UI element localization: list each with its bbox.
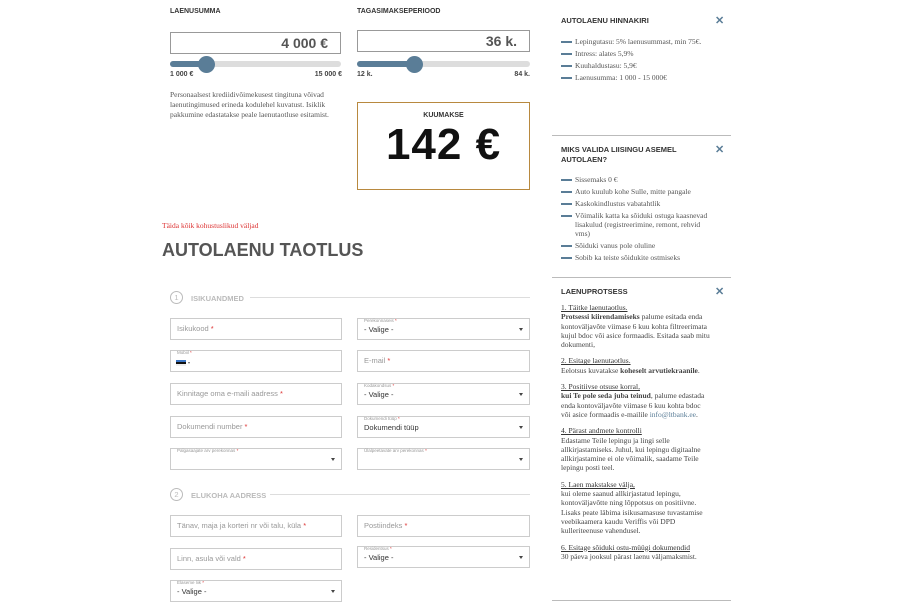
process-step-4	[561, 426, 711, 472]
section-2-number: 2	[170, 488, 183, 501]
step-bold: Protsessi kiirendamiseks	[561, 312, 640, 322]
elukoht-liik-label: Elaseme liik *	[177, 580, 205, 585]
ylalpeetavate-arv-label: Ülalpeetavate arv perekonnas *	[364, 448, 427, 453]
chevron-down-icon	[519, 426, 523, 429]
email-confirm-input[interactable]	[170, 383, 342, 405]
step-heading: 4. Pärast andmete kontrolli	[561, 426, 642, 436]
list-item: Kaskokindlustus vabatahtlik	[561, 199, 711, 208]
why-list	[561, 175, 711, 262]
loan-amount-max: 15 000 €	[314, 71, 342, 78]
process-step-6	[561, 543, 711, 562]
chevron-down-icon	[519, 458, 523, 461]
process-title: LAENUPROTSESS	[561, 287, 628, 296]
why-title: MIKS VALIDA LIISINGU ASEMEL AUTOLAEN?	[561, 145, 677, 164]
perekonnaseis-value: - Valige -	[364, 325, 394, 334]
list-item: Sobib ka teiste sõidukite ostmiseks	[561, 253, 711, 262]
period-input[interactable]: 36 k.	[357, 30, 530, 52]
list-item: Sissemaks 0 €	[561, 175, 711, 184]
process-steps	[561, 303, 711, 561]
close-icon[interactable]: ✕	[715, 144, 725, 156]
kodakondsus-label: Kodakondsus *	[364, 383, 395, 388]
close-icon[interactable]: ✕	[715, 286, 725, 298]
required-marker: *	[210, 324, 214, 333]
step-text: .	[697, 365, 700, 375]
step-heading: 3. Positiivse otsuse korral,	[561, 382, 640, 392]
list-item: Laenusumma: 1 000 - 15 000€	[561, 73, 711, 82]
elukoht-liik-select[interactable]	[170, 580, 342, 602]
step-text: , palume edastada enda kontoväljavõte viimase 6 kuu kohta bdoc või asice formaadis e-mailile	[561, 391, 705, 419]
period-slider-knob[interactable]	[406, 56, 423, 73]
list-item: Lepingutasu: 5% laenusummast, min 75€.	[561, 37, 711, 46]
close-icon[interactable]: ✕	[715, 15, 725, 27]
process-step-2	[561, 356, 711, 375]
required-marker: *	[404, 521, 408, 530]
calculator-disclaimer: Personaalsest krediidivõimekusest tingituna võivad laenutingimused erineda kodulehel kuvatust. Isiklik pakkumine edastatakse peale laenutaotluse esitamist.	[170, 90, 329, 119]
required-marker: *	[279, 389, 283, 398]
section-1-title: ISIKUANDMED	[191, 294, 244, 303]
step-bold: koheselt arvutiekraanile	[620, 365, 698, 375]
linn-placeholder: Linn, asula või vald	[177, 554, 241, 563]
loan-amount-label: LAENUSUMMA	[170, 8, 221, 15]
elukoht-liik-value: - Valige -	[177, 587, 207, 596]
list-item: Intress: alates 5,9%	[561, 49, 711, 58]
monthly-payment-value: 142 €	[385, 120, 502, 169]
period-max: 84 k.	[514, 71, 530, 78]
chevron-down-icon	[519, 393, 523, 396]
loan-amount-min: 1 000 €	[170, 71, 194, 78]
step-text: palume esitada enda kontoväljavõte viimase 6 kuu kohta filtreerimata kujul bdoc või asice formaadis. Esitada saab mitu dokumenti,	[561, 312, 710, 350]
email-placeholder: E-mail	[364, 356, 386, 365]
email-input[interactable]	[357, 350, 530, 372]
form-error-message: Täida kõik kohustuslikud väljad	[162, 221, 259, 230]
list-item: Kuuhaldustasu: 5,9€	[561, 61, 711, 70]
step-text: .	[696, 409, 698, 419]
section-2-title: ELUKOHA AADRESS	[191, 491, 267, 500]
mobiil-label: Mobiil *	[177, 350, 192, 355]
period-min: 12 k.	[357, 71, 373, 78]
dokumendi-number-input[interactable]	[170, 416, 342, 438]
email-confirm-placeholder: Kinnitage oma e-maili aadress	[177, 389, 278, 398]
process-step-1	[561, 303, 711, 349]
pricelist-title: AUTOLAENU HINNAKIRI	[561, 16, 649, 25]
step-text: Eelotsus kuvatakse	[561, 365, 621, 375]
dokumendi-tyyp-select[interactable]	[357, 416, 530, 438]
sidebar-divider	[552, 600, 731, 601]
step-heading: 1. Täitke laenutaotlus.	[561, 303, 628, 312]
sidebar-divider	[552, 277, 731, 278]
isikukood-input[interactable]	[170, 318, 342, 340]
chevron-down-icon	[519, 556, 523, 559]
section-2-divider	[270, 494, 530, 495]
monthly-payment-box	[357, 102, 530, 190]
pricelist-list	[561, 37, 711, 82]
linn-input[interactable]	[170, 548, 342, 570]
required-marker: *	[244, 422, 248, 431]
step-text: kui oleme saanud allkirjastatud lepingu, kontoväljavõtte ning lõppotsus on positiivne. Lisaks peate läbima isikusamasuse tuvastamise veebikaamera kaudu Veriffis või DPD kulleriteenuse vahendusel.	[561, 489, 703, 536]
step-bold: kui Te pole seda juba teinud	[561, 391, 651, 401]
postiindeks-input[interactable]	[357, 515, 530, 537]
estonia-flag-icon[interactable]	[176, 360, 186, 366]
aadress-placeholder: Tänav, maja ja korteri nr või talu, küla	[177, 521, 302, 530]
step-text: 30 päeva jooksul pärast laenu väljamaksmist.	[561, 551, 697, 561]
perekonnaseis-label: Perekonnaseis *	[364, 318, 397, 323]
list-item: Sõiduki vanus pole oluline	[561, 241, 711, 250]
list-item: Võimalik katta ka sõiduki ostuga kaasnevad lisakulud (registreerimine, remont, rehvid vms)	[561, 211, 711, 238]
section-1-number: 1	[170, 291, 183, 304]
monthly-payment-label: KUUMAKSE	[423, 112, 464, 119]
step-text: Edastame Teile lepingu ja lingi selle allkirjastamiseks. Juhul, kui lepingu digitaalne allkirjastamine ei ole võimalik, saadame Teile lepingu posti teel.	[561, 435, 701, 473]
postiindeks-placeholder: Postiindeks	[364, 521, 403, 530]
required-marker: *	[303, 521, 307, 530]
residentsus-value: - Valige -	[364, 553, 394, 562]
email-link[interactable]: info@ltbank.ee	[649, 409, 696, 419]
sidebar-divider	[552, 135, 731, 136]
palgasaajate-arv-label: Palgasaajate arv perekonnas *	[177, 448, 239, 453]
period-label: TAGASIMAKSEPERIOOD	[357, 8, 441, 15]
loan-amount-slider-track[interactable]	[170, 61, 341, 67]
dokumendi-tyyp-value: Dokumendi tüüp	[364, 423, 419, 432]
chevron-down-icon	[519, 328, 523, 331]
kodakondsus-value: - Valige -	[364, 390, 394, 399]
chevron-down-icon	[188, 362, 190, 364]
perekonnaseis-select[interactable]	[357, 318, 530, 340]
mobiil-input[interactable]	[170, 350, 342, 372]
required-marker: *	[387, 356, 391, 365]
step-heading: 5. Laen makstakse välja,	[561, 479, 635, 489]
process-step-5	[561, 480, 711, 536]
isikukood-placeholder: Isikukood	[177, 324, 209, 333]
residentsus-select[interactable]	[357, 546, 530, 568]
list-item: Auto kuulub kohe Sulle, mitte pangale	[561, 187, 711, 196]
loan-amount-input[interactable]: 4 000 €	[170, 32, 341, 54]
dokumendi-tyyp-label: Dokumendi tüüp *	[364, 416, 400, 421]
residentsus-label: Residentsus *	[364, 546, 392, 551]
chevron-down-icon	[331, 458, 335, 461]
ylalpeetavate-arv-select[interactable]	[357, 448, 530, 470]
form-title: AUTOLAENU TAOTLUS	[162, 240, 364, 260]
section-1-divider	[250, 297, 530, 298]
required-marker: *	[242, 554, 246, 563]
step-heading: 2. Esitage laenutaotlus.	[561, 356, 631, 366]
step-heading: 6. Esitage sõiduki ostu-müügi dokumendid	[561, 542, 690, 552]
period-slider-track[interactable]	[357, 61, 530, 67]
aadress-input[interactable]	[170, 515, 342, 537]
kodakondsus-select[interactable]	[357, 383, 530, 405]
process-step-3	[561, 382, 711, 419]
loan-amount-slider-knob[interactable]	[198, 56, 215, 73]
chevron-down-icon	[331, 590, 335, 593]
dokumendi-number-placeholder: Dokumendi number	[177, 422, 243, 431]
palgasaajate-arv-select[interactable]	[170, 448, 342, 470]
